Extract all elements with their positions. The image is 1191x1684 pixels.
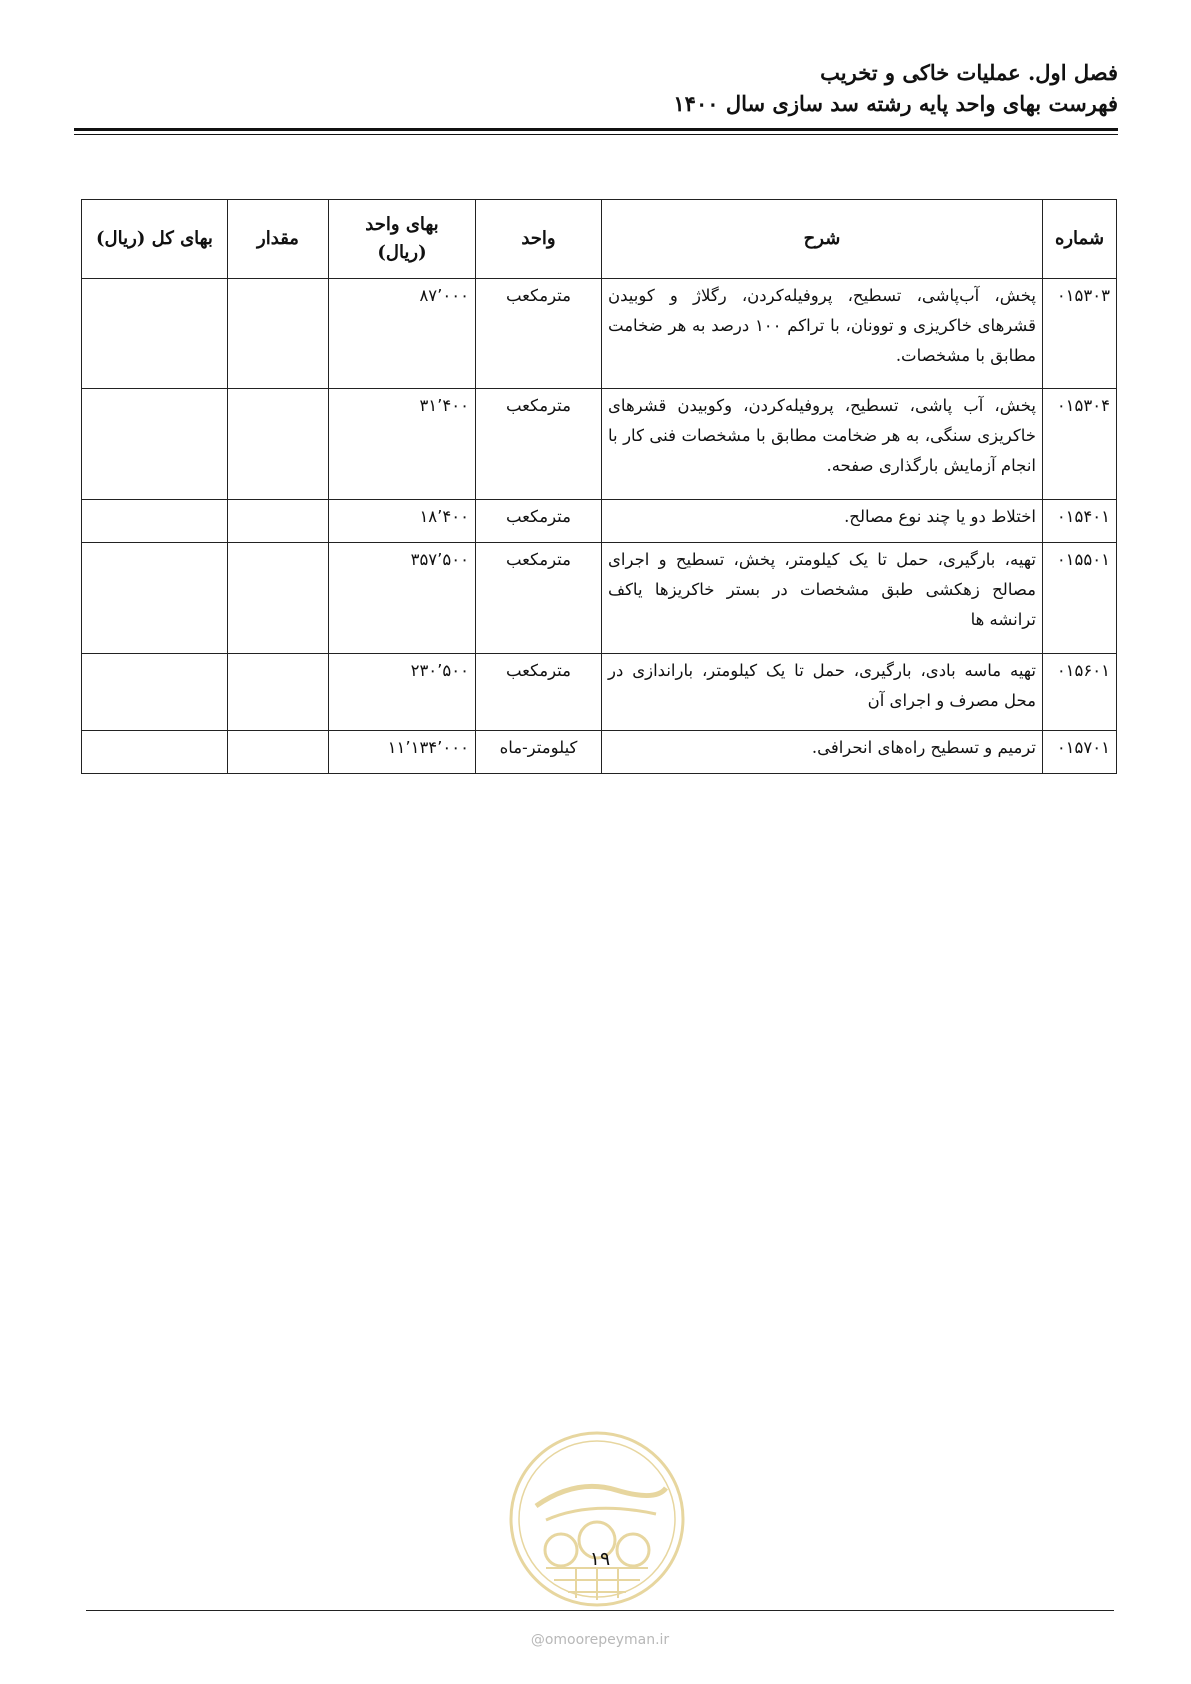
footer-rule [86, 1610, 1114, 1611]
row-unit: مترمکعب [476, 500, 602, 543]
row-total [82, 731, 228, 774]
row-unit-price: ۳۱٬۴۰۰ [329, 389, 476, 500]
row-unit-price: ۸۷٬۰۰۰ [329, 279, 476, 389]
row-unit: مترمکعب [476, 654, 602, 731]
row-description: پخش، آب پاشی، تسطیح، پروفیله‌کردن، وکوبیدن قشرهای خاکریزی سنگی، به هر ضخامت مطابق با مشخصات فنی کار با انجام آزمایش بارگذاری صفحه. [602, 389, 1043, 500]
table-row [82, 279, 1117, 389]
row-unit: کیلومتر-ماه [476, 731, 602, 774]
row-unit: مترمکعب [476, 389, 602, 500]
col-header-description: شرح [602, 200, 1043, 279]
table-row [82, 543, 1117, 654]
row-code: ۰۱۵۷۰۱ [1043, 731, 1117, 774]
row-total [82, 500, 228, 543]
col-header-unit-price-line1: بهای واحد [365, 214, 439, 235]
row-quantity [228, 279, 329, 389]
col-header-total: بهای کل (ریال) [82, 200, 228, 279]
row-quantity [228, 654, 329, 731]
row-total [82, 543, 228, 654]
row-quantity [228, 543, 329, 654]
row-unit-price: ۱۸٬۴۰۰ [329, 500, 476, 543]
table-row [82, 500, 1117, 543]
row-description: پخش، آب‌پاشی، تسطیح، پروفیله‌کردن، رگلاژ و کوبیدن قشرهای خاکریزی و توونان، با تراکم ۱۰۰ درصد به هر ضخامت مطابق با مشخصات. [602, 279, 1043, 389]
header-rule-thick [74, 128, 1118, 131]
row-unit-price: ۱۱٬۱۳۴٬۰۰۰ [329, 731, 476, 774]
row-quantity [228, 731, 329, 774]
row-unit: مترمکعب [476, 279, 602, 389]
row-quantity [228, 389, 329, 500]
row-unit-price: ۳۵۷٬۵۰۰ [329, 543, 476, 654]
row-code: ۰۱۵۳۰۳ [1043, 279, 1117, 389]
chapter-title: فصل اول. عملیات خاکی و تخریب [820, 60, 1118, 85]
table-header-row [82, 200, 1117, 279]
row-code: ۰۱۵۳۰۴ [1043, 389, 1117, 500]
row-total [82, 654, 228, 731]
watermark-stamp-logo [506, 1428, 688, 1610]
row-unit-price: ۲۳۰٬۵۰۰ [329, 654, 476, 731]
row-description: ترمیم و تسطیح راه‌های انحرافی. [602, 731, 1043, 774]
row-description: اختلاط دو یا چند نوع مصالح. [602, 500, 1043, 543]
document-title: فهرست بهای واحد پایه رشته سد سازی سال ۱۴۰۰ [673, 91, 1118, 116]
watermark-handle: @omoorepeyman.ir [530, 1632, 670, 1648]
row-description: تهیه ماسه بادی، بارگیری، حمل تا یک کیلومتر، باراندازی در محل مصرف و اجرای آن [602, 654, 1043, 731]
row-code: ۰۱۵۶۰۱ [1043, 654, 1117, 731]
col-header-quantity: مقدار [228, 200, 329, 279]
col-header-unit: واحد [476, 200, 602, 279]
row-total [82, 389, 228, 500]
table-row [82, 654, 1117, 731]
row-code: ۰۱۵۴۰۱ [1043, 500, 1117, 543]
table-row [82, 731, 1117, 774]
header-rule-thin [74, 134, 1118, 135]
col-header-unit-price-line2: (ریال) [377, 242, 427, 263]
col-header-unit-price [329, 200, 476, 279]
row-total [82, 279, 228, 389]
row-code: ۰۱۵۵۰۱ [1043, 543, 1117, 654]
page-header [74, 58, 1118, 120]
page-number: ۱۹ [589, 1548, 611, 1570]
price-table [81, 199, 1117, 774]
row-description: تهیه، بارگیری، حمل تا یک کیلومتر، پخش، تسطیح و اجرای مصالح زهکشی طبق مشخصات در بستر خاکریزها یاکف ترانشه ها [602, 543, 1043, 654]
table-row [82, 389, 1117, 500]
row-unit: مترمکعب [476, 543, 602, 654]
row-quantity [228, 500, 329, 543]
col-header-code: شماره [1043, 200, 1117, 279]
